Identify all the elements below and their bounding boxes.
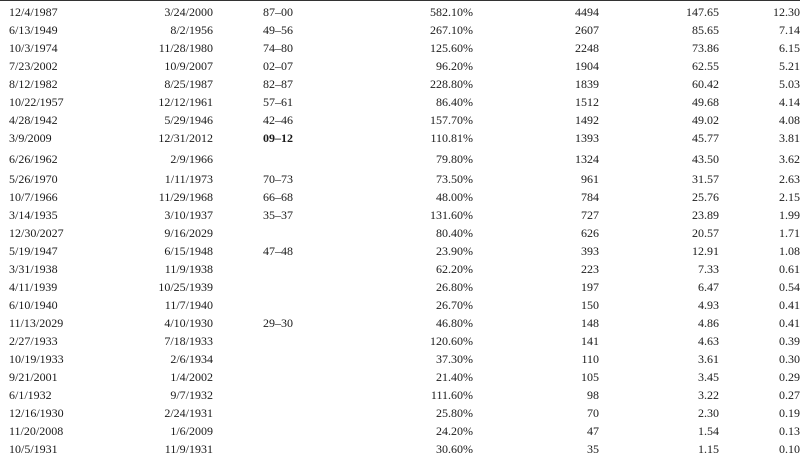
year-span-cell: 35–37 — [263, 208, 293, 222]
days-cell: 4494 — [575, 5, 599, 19]
gain-cell: 267.10% — [430, 23, 473, 37]
table-row — [0, 260, 800, 278]
years-cell: 12.30 — [773, 5, 800, 19]
gain-cell: 131.60% — [430, 208, 473, 222]
months-cell: 4.63 — [698, 334, 719, 348]
table-row — [0, 93, 800, 111]
end-date-cell: 11/28/1980 — [158, 41, 213, 55]
gain-cell: 21.40% — [436, 370, 473, 384]
years-cell: 0.30 — [779, 352, 800, 366]
gain-cell: 24.20% — [436, 424, 473, 438]
start-date-cell: 6/10/1940 — [9, 298, 58, 312]
end-date-cell: 12/31/2012 — [158, 131, 213, 145]
year-span-cell — [213, 368, 328, 386]
table-row — [0, 350, 800, 368]
days-cell: 727 — [581, 208, 599, 222]
start-date-cell: 12/30/2027 — [9, 226, 64, 240]
year-span-cell: 29–30 — [263, 316, 293, 330]
years-cell: 2.15 — [779, 190, 800, 204]
year-span-cell — [213, 404, 328, 422]
table-row — [0, 422, 800, 440]
years-cell: 3.81 — [779, 131, 800, 145]
months-cell: 60.42 — [692, 77, 719, 91]
end-date-cell: 1/6/2009 — [170, 424, 213, 438]
end-date-cell: 8/2/1956 — [170, 23, 213, 37]
months-cell: 31.57 — [692, 172, 719, 186]
days-cell: 1839 — [575, 77, 599, 91]
table-row — [0, 206, 800, 224]
months-cell: 45.77 — [692, 131, 719, 145]
gain-cell: 111.60% — [430, 388, 473, 402]
months-cell: 7.33 — [698, 262, 719, 276]
gain-cell: 26.70% — [436, 298, 473, 312]
start-date-cell: 6/26/1962 — [9, 151, 58, 166]
year-span-cell — [213, 440, 328, 458]
table-row — [0, 129, 800, 147]
start-date-cell: 5/19/1947 — [9, 244, 58, 258]
table-row — [0, 278, 800, 296]
year-span-cell: 47–48 — [263, 244, 293, 258]
gain-cell: 37.30% — [436, 352, 473, 366]
years-cell: 0.41 — [779, 298, 800, 312]
year-span-cell — [213, 278, 328, 296]
end-date-cell: 2/24/1931 — [164, 406, 213, 420]
table-row — [0, 147, 800, 170]
months-cell: 62.55 — [692, 59, 719, 73]
end-date-cell: 9/7/1932 — [170, 388, 213, 402]
months-cell: 3.61 — [698, 352, 719, 366]
start-date-cell: 3/14/1935 — [9, 208, 58, 222]
years-cell: 6.15 — [779, 41, 800, 55]
start-date-cell: 12/4/1987 — [9, 5, 58, 19]
table-row — [0, 3, 800, 21]
table-row — [0, 111, 800, 129]
year-span-cell: 09–12 — [263, 131, 293, 145]
days-cell: 1904 — [575, 59, 599, 73]
table-row — [0, 314, 800, 332]
months-cell: 73.86 — [692, 41, 719, 55]
years-cell: 0.54 — [779, 280, 800, 294]
end-date-cell: 7/18/1933 — [164, 334, 213, 348]
year-span-cell: 87–00 — [263, 5, 293, 19]
start-date-cell: 11/20/2008 — [9, 424, 64, 438]
year-span-cell: 74–80 — [263, 41, 293, 55]
year-span-cell — [213, 332, 328, 350]
days-cell: 1512 — [575, 95, 599, 109]
days-cell: 98 — [587, 388, 599, 402]
days-cell: 70 — [587, 406, 599, 420]
gain-cell: 96.20% — [436, 59, 473, 73]
gain-cell: 125.60% — [430, 41, 473, 55]
months-cell: 1.15 — [698, 442, 719, 456]
gain-cell: 582.10% — [430, 5, 473, 19]
gain-cell: 79.80% — [436, 151, 473, 166]
table-row — [0, 39, 800, 57]
table-row — [0, 21, 800, 39]
years-cell: 0.10 — [779, 442, 800, 456]
start-date-cell: 10/22/1957 — [9, 95, 64, 109]
end-date-cell: 11/9/1938 — [164, 262, 213, 276]
years-cell: 0.41 — [779, 316, 800, 330]
days-cell: 35 — [587, 442, 599, 456]
days-cell: 223 — [581, 262, 599, 276]
year-span-cell — [213, 224, 328, 242]
years-cell: 1.08 — [779, 244, 800, 258]
gain-cell: 73.50% — [436, 172, 473, 186]
days-cell: 961 — [581, 172, 599, 186]
end-date-cell: 12/12/1961 — [158, 95, 213, 109]
days-cell: 2248 — [575, 41, 599, 55]
months-cell: 20.57 — [692, 226, 719, 240]
table-row — [0, 368, 800, 386]
start-date-cell: 5/26/1970 — [9, 172, 58, 186]
start-date-cell: 10/3/1974 — [9, 41, 58, 55]
years-cell: 0.29 — [779, 370, 800, 384]
years-cell: 3.62 — [779, 151, 800, 166]
table-top-rule — [0, 0, 800, 1]
table-row — [0, 440, 800, 458]
start-date-cell: 7/23/2002 — [9, 59, 58, 73]
days-cell: 197 — [581, 280, 599, 294]
start-date-cell: 4/28/1942 — [9, 113, 58, 127]
years-cell: 0.39 — [779, 334, 800, 348]
years-cell: 1.71 — [779, 226, 800, 240]
months-cell: 49.68 — [692, 95, 719, 109]
years-cell: 0.61 — [779, 262, 800, 276]
table-row — [0, 188, 800, 206]
years-cell: 7.14 — [779, 23, 800, 37]
year-span-cell — [213, 422, 328, 440]
months-cell: 85.65 — [692, 23, 719, 37]
days-cell: 1492 — [575, 113, 599, 127]
years-cell: 5.21 — [779, 59, 800, 73]
months-cell: 3.45 — [698, 370, 719, 384]
gain-cell: 80.40% — [436, 226, 473, 240]
gain-cell: 110.81% — [430, 131, 473, 145]
start-date-cell: 6/1/1932 — [9, 388, 52, 402]
days-cell: 110 — [581, 352, 599, 366]
days-cell: 47 — [587, 424, 599, 438]
end-date-cell: 11/7/1940 — [164, 298, 213, 312]
days-cell: 784 — [581, 190, 599, 204]
end-date-cell: 2/9/1966 — [170, 151, 213, 166]
years-cell: 0.13 — [779, 424, 800, 438]
year-span-cell: 70–73 — [263, 172, 293, 186]
end-date-cell: 3/24/2000 — [164, 5, 213, 19]
end-date-cell: 10/9/2007 — [164, 59, 213, 73]
year-span-cell — [213, 147, 328, 170]
months-cell: 6.47 — [698, 280, 719, 294]
months-cell: 2.30 — [698, 406, 719, 420]
days-cell: 105 — [581, 370, 599, 384]
end-date-cell: 11/29/1968 — [158, 190, 213, 204]
year-span-cell — [213, 260, 328, 278]
years-cell: 0.19 — [779, 406, 800, 420]
start-date-cell: 9/21/2001 — [9, 370, 58, 384]
days-cell: 1393 — [575, 131, 599, 145]
year-span-cell — [213, 386, 328, 404]
months-cell: 12.91 — [692, 244, 719, 258]
days-cell: 2607 — [575, 23, 599, 37]
table-body — [0, 3, 800, 458]
end-date-cell: 4/10/1930 — [164, 316, 213, 330]
months-cell: 4.86 — [698, 316, 719, 330]
months-cell: 25.76 — [692, 190, 719, 204]
end-date-cell: 11/9/1931 — [164, 442, 213, 456]
gain-cell: 157.70% — [430, 113, 473, 127]
end-date-cell: 3/10/1937 — [164, 208, 213, 222]
end-date-cell: 1/11/1973 — [164, 172, 213, 186]
year-span-cell: 42–46 — [263, 113, 293, 127]
months-cell: 4.93 — [698, 298, 719, 312]
year-span-cell — [213, 350, 328, 368]
days-cell: 141 — [581, 334, 599, 348]
start-date-cell: 3/9/2009 — [9, 131, 52, 145]
end-date-cell: 8/25/1987 — [164, 77, 213, 91]
start-date-cell: 10/19/1933 — [9, 352, 64, 366]
years-cell: 4.08 — [779, 113, 800, 127]
table-row — [0, 386, 800, 404]
year-span-cell: 02–07 — [263, 59, 293, 73]
start-date-cell: 12/16/1930 — [9, 406, 64, 420]
gain-cell: 48.00% — [436, 190, 473, 204]
end-date-cell: 10/25/1939 — [158, 280, 213, 294]
years-cell: 4.14 — [779, 95, 800, 109]
months-cell: 1.54 — [698, 424, 719, 438]
years-cell: 2.63 — [779, 172, 800, 186]
end-date-cell: 2/6/1934 — [170, 352, 213, 366]
gain-cell: 26.80% — [436, 280, 473, 294]
start-date-cell: 8/12/1982 — [9, 77, 58, 91]
days-cell: 626 — [581, 226, 599, 240]
end-date-cell: 5/29/1946 — [164, 113, 213, 127]
bull-market-table — [0, 3, 800, 458]
table-row — [0, 404, 800, 422]
start-date-cell: 6/13/1949 — [9, 23, 58, 37]
end-date-cell: 6/15/1948 — [164, 244, 213, 258]
months-cell: 49.02 — [692, 113, 719, 127]
end-date-cell: 1/4/2002 — [170, 370, 213, 384]
year-span-cell: 49–56 — [263, 23, 293, 37]
months-cell: 3.22 — [698, 388, 719, 402]
gain-cell: 228.80% — [430, 77, 473, 91]
days-cell: 150 — [581, 298, 599, 312]
gain-cell: 23.90% — [436, 244, 473, 258]
gain-cell: 86.40% — [436, 95, 473, 109]
gain-cell: 62.20% — [436, 262, 473, 276]
days-cell: 148 — [581, 316, 599, 330]
years-cell: 5.03 — [779, 77, 800, 91]
table-row — [0, 332, 800, 350]
table-row — [0, 57, 800, 75]
table-row — [0, 224, 800, 242]
table-row — [0, 170, 800, 188]
end-date-cell: 9/16/2029 — [164, 226, 213, 240]
start-date-cell: 3/31/1938 — [9, 262, 58, 276]
table-row — [0, 296, 800, 314]
start-date-cell: 10/7/1966 — [9, 190, 58, 204]
year-span-cell: 66–68 — [263, 190, 293, 204]
months-cell: 43.50 — [692, 151, 719, 166]
table-row — [0, 75, 800, 93]
years-cell: 1.99 — [779, 208, 800, 222]
start-date-cell: 11/13/2029 — [9, 316, 64, 330]
years-cell: 0.27 — [779, 388, 800, 402]
days-cell: 1324 — [575, 151, 599, 166]
gain-cell: 46.80% — [436, 316, 473, 330]
gain-cell: 25.80% — [436, 406, 473, 420]
year-span-cell — [213, 296, 328, 314]
year-span-cell: 57–61 — [263, 95, 293, 109]
months-cell: 147.65 — [686, 5, 719, 19]
days-cell: 393 — [581, 244, 599, 258]
months-cell: 23.89 — [692, 208, 719, 222]
gain-cell: 120.60% — [430, 334, 473, 348]
gain-cell: 30.60% — [436, 442, 473, 456]
start-date-cell: 2/27/1933 — [9, 334, 58, 348]
start-date-cell: 10/5/1931 — [9, 442, 58, 456]
start-date-cell: 4/11/1939 — [9, 280, 58, 294]
year-span-cell: 82–87 — [263, 77, 293, 91]
table-row — [0, 242, 800, 260]
